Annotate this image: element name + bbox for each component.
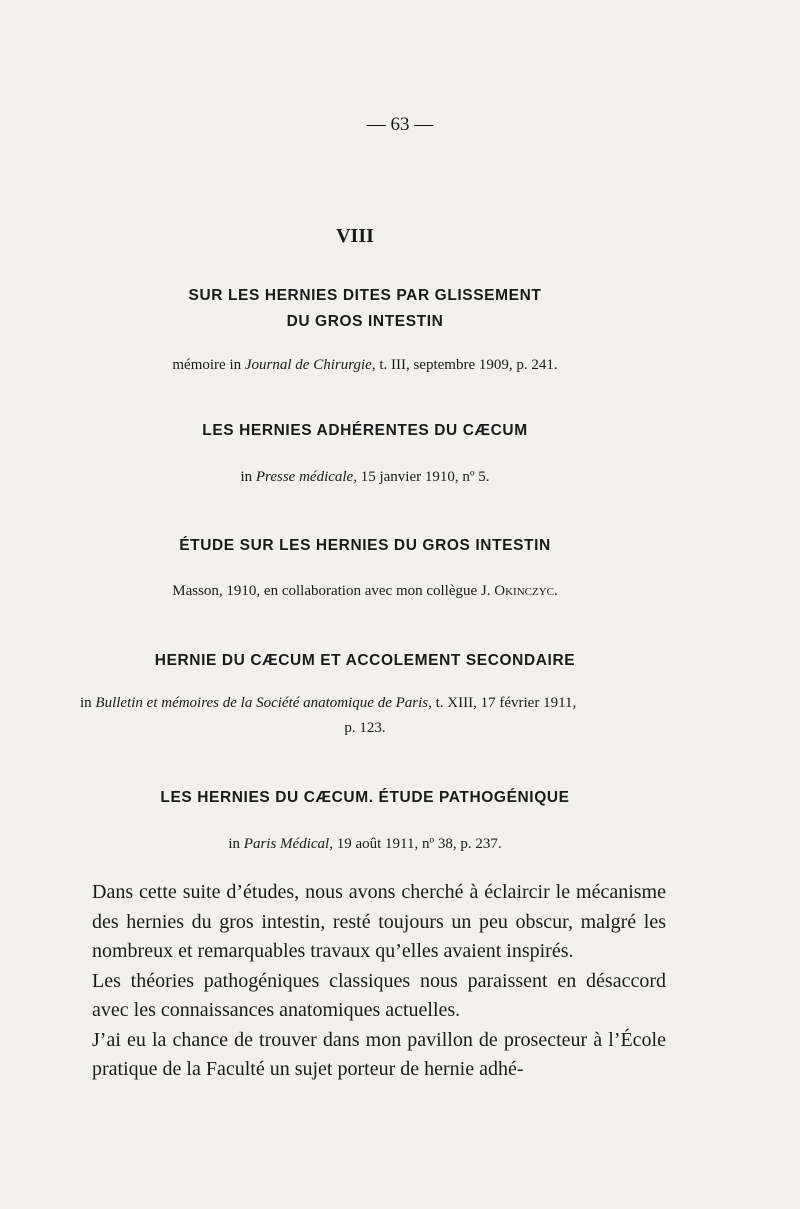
entry-reference-page: p. 123. <box>344 720 386 736</box>
ref-journal: Bulletin et mémoires de la Société anatomique de Paris <box>95 695 429 711</box>
ref-text: , 15 janvier 1910, nº 5. <box>353 469 490 485</box>
ref-text: mémoire in <box>172 357 245 373</box>
ref-text: , 19 août 1911, nº 38, p. 237. <box>329 836 502 852</box>
entry-title: LES HERNIES DU CÆCUM. ÉTUDE PATHOGÉNIQUE <box>160 789 570 806</box>
entry-title: SUR LES HERNIES DITES PAR GLISSEMENT DU GROS INTESTIN <box>188 287 542 330</box>
bibliography-entry <box>60 418 670 490</box>
ref-text: in <box>228 836 244 852</box>
ref-text: in <box>80 695 96 711</box>
entry-reference <box>60 353 670 378</box>
ref-journal: Presse médicale <box>255 469 354 485</box>
entry-title: LES HERNIES ADHÉRENTES DU CÆCUM <box>202 422 528 439</box>
entry-reference <box>60 465 670 490</box>
section-number: VIII <box>336 225 374 247</box>
paragraph: Les théories pathogéniques classiques nous paraissent en désaccord avec les connaissances anatomiques actuelles. <box>92 969 666 1021</box>
bibliography-entry <box>60 785 670 857</box>
bibliography-entry <box>60 648 670 741</box>
paragraph: Dans cette suite d’études, nous avons cherché à éclaircir le mécanisme des hernies du gros intestin, resté toujours un peu obscur, malgré les nombreux et remarquables travaux qu’elles avaient inspirés. <box>92 881 666 962</box>
bibliography-entry <box>60 283 670 378</box>
entry-title: HERNIE DU CÆCUM ET ACCOLEMENT SECONDAIRE <box>154 652 576 669</box>
ref-journal: Journal de Chirurgie <box>244 357 372 373</box>
ref-author: Okinczyc <box>494 583 554 599</box>
entry-reference <box>60 691 670 716</box>
entry-reference <box>60 832 670 857</box>
ref-text: , t. XIII, 17 février 1911, <box>428 695 577 711</box>
ref-journal: Paris Médical <box>243 836 330 852</box>
bibliography-entry <box>60 533 670 604</box>
entry-title: ÉTUDE SUR LES HERNIES DU GROS INTESTIN <box>179 537 551 554</box>
entry-reference <box>60 579 670 604</box>
ref-text: , t. III, septembre 1909, p. 241. <box>371 357 558 373</box>
body-text <box>92 878 666 1085</box>
ref-text: Masson, 1910, en collaboration avec mon collègue J. <box>172 583 495 599</box>
paragraph: J’ai eu la chance de trouver dans mon pavillon de prosecteur à l’École pratique de la Faculté un sujet porteur de hernie adhé- <box>92 1028 666 1080</box>
page-number: — 63 — <box>366 114 434 135</box>
ref-text: . <box>554 583 558 599</box>
ref-text: in <box>240 469 256 485</box>
